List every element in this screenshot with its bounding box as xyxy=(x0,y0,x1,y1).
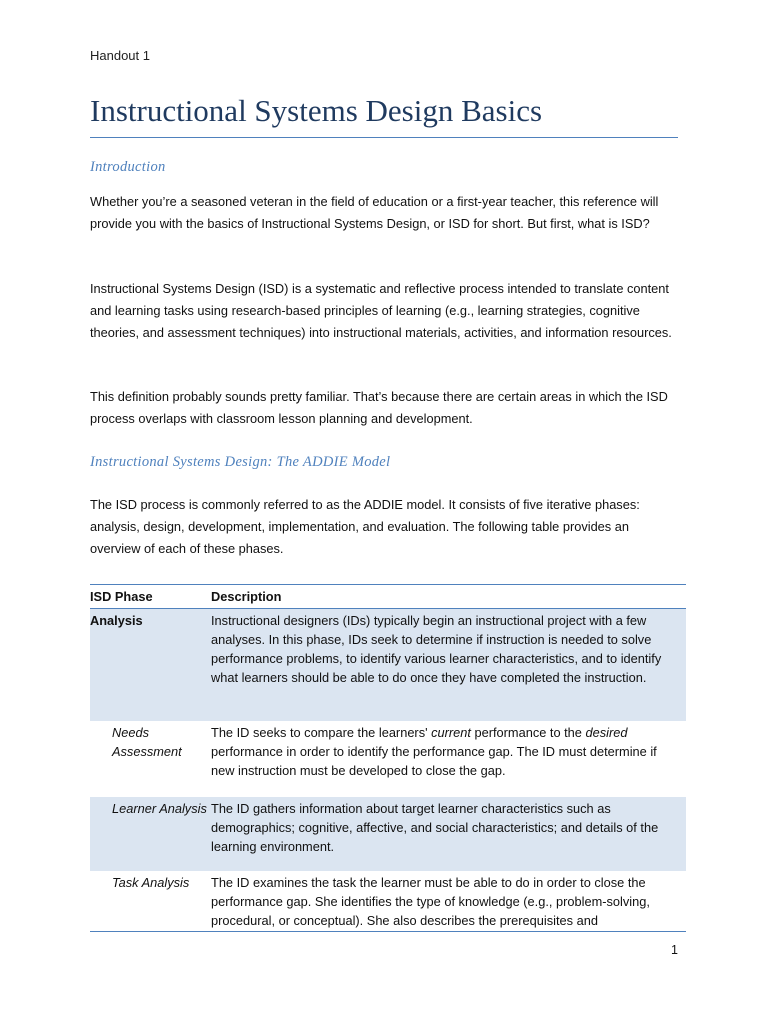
description-cell: The ID examines the task the learner must be able to do in order to close the performance gap. She identifies the type of knowledge (e.g., problem-solving, procedural, or conceptual). She also describes the prerequisites and xyxy=(211,871,686,932)
description-cell: Instructional designers (IDs) typically begin an instructional project with a few analyses. In this phase, IDs seek to determine if instruction is needed to solve performance problems, to identify various learner characteristics, and to identify what learners should be able to do once they have completed the instruction. xyxy=(211,609,686,722)
header-isd-phase: ISD Phase xyxy=(90,585,211,609)
description-cell: The ID gathers information about target learner characteristics such as demographics; cognitive, affective, and social characteristics; and details of the learning environment. xyxy=(211,797,686,871)
page-title: Instructional Systems Design Basics xyxy=(90,93,678,138)
handout-label: Handout 1 xyxy=(90,48,150,63)
description-text: performance to the xyxy=(474,725,582,740)
page-number: 1 xyxy=(671,943,678,957)
section-heading-addie: Instructional Systems Design: The ADDIE Model xyxy=(90,454,391,470)
table-row-needs-assessment xyxy=(90,721,686,797)
phase-cell: Analysis xyxy=(90,609,211,722)
intro-paragraph-2: Instructional Systems Design (ISD) is a systematic and reflective process intended to translate content and learning tasks using research-based principles of learning (e.g., learning strategies, cognitive theories, and assessment techniques) into instructional materials, activities, and information resources. xyxy=(90,281,672,340)
description-cell xyxy=(211,721,686,797)
intro-paragraph-1: Whether you’re a seasoned veteran in the field of education or a first-year teacher, this reference will provide you with the basics of Instructional Systems Design, or ISD for short. But first, what is ISD? xyxy=(90,194,659,231)
header-description: Description xyxy=(211,585,686,609)
phase-cell: Needs Assessment xyxy=(112,725,182,759)
table-row-task-analysis xyxy=(90,871,686,932)
description-text: performance in order to identify the performance gap. The ID must determine if new instruction must be developed to close the gap. xyxy=(211,744,657,778)
table-row-learner-analysis xyxy=(90,797,686,871)
description-text: The ID seeks to compare the learners' xyxy=(211,725,428,740)
table-row-analysis xyxy=(90,609,686,722)
intro-paragraph-3: This definition probably sounds pretty familiar. That’s because there are certain areas in which the ISD process overlaps with classroom lesson planning and development. xyxy=(90,389,668,426)
phase-cell: Learner Analysis xyxy=(90,797,211,871)
addie-phases-table xyxy=(90,584,686,932)
section-heading-introduction: Introduction xyxy=(90,159,166,175)
addie-paragraph: The ISD process is commonly referred to as the ADDIE model. It consists of five iterative phases: analysis, design, development, implementation, and evaluation. The following table provides an overview of each of these phases. xyxy=(90,497,640,556)
phase-cell: Task Analysis xyxy=(90,871,211,932)
emphasis-desired: desired xyxy=(585,725,628,740)
emphasis-current: current xyxy=(431,725,471,740)
table-header-row xyxy=(90,585,686,609)
